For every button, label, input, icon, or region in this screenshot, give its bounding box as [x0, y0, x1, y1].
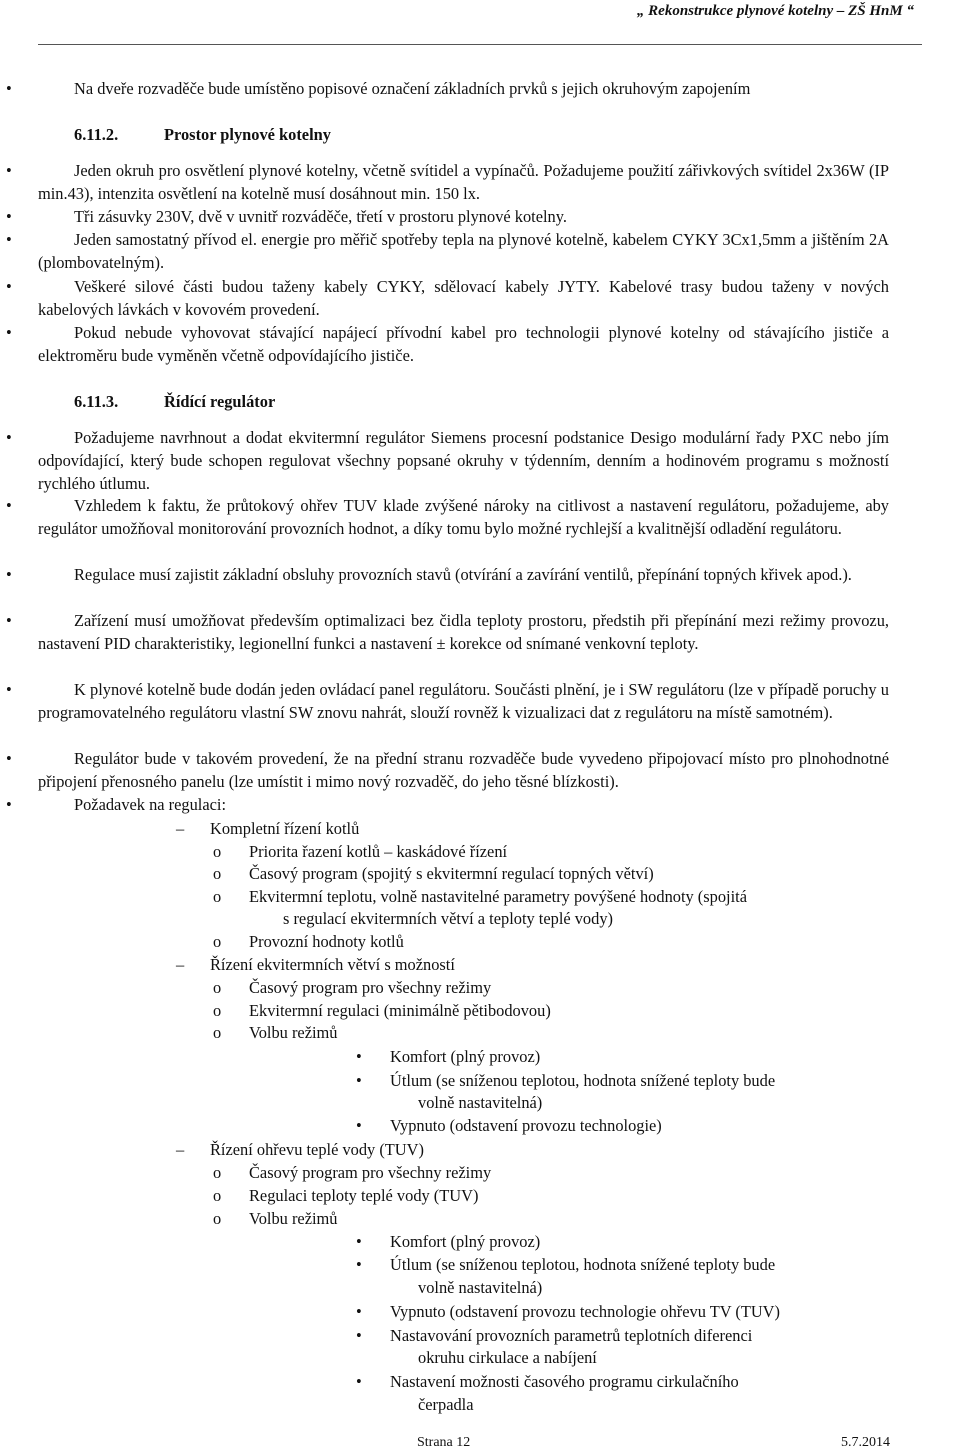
- circle-marker: o: [213, 1023, 222, 1042]
- list-item: Zařízení musí umožňovat především optimalizaci bez čidla teploty prostoru, předstih při přepínání mezi režimy provozu, nastavení PID charakteristiky, legionellní funkci a nastavení ± korekce od snímané venkovní teploty.: [38, 611, 889, 653]
- list-item: Požadujeme navrhnout a dodat ekvitermní regulátor Siemens procesní podstanice Desigo modulární řady PXC nebo jím odpovídající, který bude schopen regulovat všechny popsané okruhy v týdenním, denním a hodinovém programu s možností rychlého útlumu.: [38, 428, 889, 493]
- section-number: 6.11.2.: [74, 125, 119, 144]
- sub-item: Regulaci teploty teplé vody (TUV): [249, 1186, 479, 1205]
- section-title: Prostor plynové kotelny: [164, 125, 331, 144]
- list-item: Tři zásuvky 230V, dvě v uvnitř rozváděče, třetí v prostoru plynové kotelny.: [74, 207, 567, 226]
- sub-item: Časový program (spojitý s ekvitermní regulací topných větví): [249, 864, 654, 883]
- dash-marker: –: [176, 1140, 185, 1159]
- circle-marker: o: [213, 932, 222, 951]
- sub-item: Ekvitermní regulaci (minimálně pětibodovou): [249, 1001, 551, 1020]
- list-item: Regulace musí zajistit základní obsluhy provozních stavů (otvírání a zavírání ventilů, přepínání topných křivek apod.).: [74, 565, 852, 584]
- list-item: Veškeré silové části budou taženy kabely CYKY, sdělovací kabely JYTY. Kabelové trasy budou taženy v nových kabelových lávkách v kovovém provedení.: [38, 277, 889, 319]
- sub-item-continuation: s regulací ekvitermních větví a teploty teplé vody): [283, 909, 613, 928]
- sub-item: Priorita řazení kotlů – kaskádové řízení: [249, 842, 508, 861]
- list-item: Jeden samostatný přívod el. energie pro měřič spotřeby tepla na plynové kotelně, kabelem CYKY 3Cx1,5mm a jištěním 2A (plombovatelným).: [38, 230, 889, 272]
- mode-item-continuation: volně nastavitelná): [418, 1278, 543, 1297]
- sub-item: Provozní hodnoty kotlů: [249, 932, 404, 951]
- list-item: Vzhledem k faktu, že průtokový ohřev TUV klade zvýšené nároky na citlivost a nastavení regulátoru, požadujeme, aby regulátor umožňoval monitorování provozních hodnot, a díky tomu bylo možné rychlejší a kvalitnější odladění regulátoru.: [38, 496, 889, 538]
- bullet-marker: •: [6, 611, 12, 630]
- circle-marker: o: [213, 842, 222, 861]
- list-item: Regulátor bude v takovém provedení, že na přední stranu rozvaděče bude vyvedeno připojovací místo pro plnohodnotné připojení přenosného panelu (lze umístit i mimo nový rozvaděč, do jeho těsné blízkosti).: [38, 749, 889, 791]
- bullet-marker: •: [6, 749, 12, 768]
- circle-marker: o: [213, 1163, 222, 1182]
- mode-item: Nastavení možnosti časového programu cirkulačního: [390, 1372, 739, 1391]
- sub-item: Volbu režimů: [249, 1023, 338, 1042]
- bullet-marker: •: [6, 207, 12, 226]
- dash-marker: –: [176, 955, 185, 974]
- bullet-marker: •: [6, 795, 12, 814]
- list-item: Jeden okruh pro osvětlení plynové kotelny, včetně svítidel a vypínačů. Požadujeme použití zářivkových svítidel 2x36W (IP min.43), intenzita osvětlení na kotelně musí dosáhnout min. 150 lx.: [38, 161, 889, 203]
- bullet-marker: •: [356, 1326, 362, 1345]
- bullet-marker: •: [356, 1255, 362, 1274]
- intro-paragraph: Na dveře rozvaděče bude umístěno popisové označení základních prvků s jejich okruhovým zapojením: [74, 79, 751, 98]
- bullet-marker: •: [6, 428, 12, 447]
- bullet-marker: •: [6, 230, 12, 249]
- sub-item: Časový program pro všechny režimy: [249, 1163, 492, 1182]
- footer-date: 5.7.2014: [841, 1435, 890, 1450]
- document-header: „ Rekonstrukce plynové kotelny – ZŠ HnM “: [636, 3, 914, 19]
- group-title-branches: Řízení ekvitermních větví s možností: [210, 955, 455, 974]
- header-divider: [38, 44, 922, 45]
- bullet-marker: •: [6, 496, 12, 515]
- mode-item: Komfort (plný provoz): [390, 1232, 541, 1251]
- mode-item: Vypnuto (odstavení provozu technologie): [390, 1116, 662, 1135]
- mode-item: Komfort (plný provoz): [390, 1047, 541, 1066]
- section-number: 6.11.3.: [74, 392, 119, 411]
- list-item: Požadavek na regulaci:: [74, 795, 226, 814]
- circle-marker: o: [213, 978, 222, 997]
- sub-item: Ekvitermní teplotu, volně nastavitelné parametry povýšené hodnoty (spojitá: [249, 887, 747, 906]
- bullet-marker: •: [356, 1116, 362, 1135]
- bullet-marker: •: [6, 79, 12, 98]
- bullet-marker: •: [356, 1047, 362, 1066]
- circle-marker: o: [213, 1209, 222, 1228]
- group-title-hot-water: Řízení ohřevu teplé vody (TUV): [210, 1140, 424, 1159]
- mode-item: Útlum (se sníženou teplotou, hodnota snížené teploty bude: [390, 1071, 776, 1090]
- bullet-marker: •: [356, 1232, 362, 1251]
- circle-marker: o: [213, 887, 222, 906]
- bullet-marker: •: [6, 277, 12, 296]
- bullet-marker: •: [356, 1302, 362, 1321]
- mode-item-continuation: čerpadla: [418, 1395, 474, 1414]
- circle-marker: o: [213, 1001, 222, 1020]
- mode-item: Nastavování provozních parametrů teplotních diferenci: [390, 1326, 753, 1345]
- circle-marker: o: [213, 1186, 222, 1205]
- mode-item: Útlum (se sníženou teplotou, hodnota snížené teploty bude: [390, 1255, 776, 1274]
- sub-item: Volbu režimů: [249, 1209, 338, 1228]
- list-item: K plynové kotelně bude dodán jeden ovládací panel regulátoru. Součásti plnění, je i SW regulátoru (lze v případě poruchy u programovatelného regulátoru vlastní SW znovu nahrát, slouží rovněž k vizualizaci dat z regulátoru na místě samotném).: [38, 680, 889, 722]
- bullet-marker: •: [356, 1071, 362, 1090]
- group-title-boilers: Kompletní řízení kotlů: [210, 819, 360, 838]
- circle-marker: o: [213, 864, 222, 883]
- dash-marker: –: [176, 819, 185, 838]
- bullet-marker: •: [356, 1372, 362, 1391]
- mode-item-continuation: okruhu cirkulace a nabíjení: [418, 1348, 597, 1367]
- bullet-marker: •: [6, 161, 12, 180]
- sub-item: Časový program pro všechny režimy: [249, 978, 492, 997]
- mode-item-continuation: volně nastavitelná): [418, 1093, 543, 1112]
- list-item: Pokud nebude vyhovovat stávající napájecí přívodní kabel pro technologii plynové kotelny od stávajícího jističe a elektroměru bude vyměněn včetně odpovídajícího jističe.: [38, 323, 889, 365]
- page-number: Strana 12: [417, 1435, 471, 1450]
- bullet-marker: •: [6, 323, 12, 342]
- bullet-marker: •: [6, 565, 12, 584]
- mode-item: Vypnuto (odstavení provozu technologie ohřevu TV (TUV): [390, 1302, 780, 1321]
- bullet-marker: •: [6, 680, 12, 699]
- section-title: Řídící regulátor: [164, 392, 276, 411]
